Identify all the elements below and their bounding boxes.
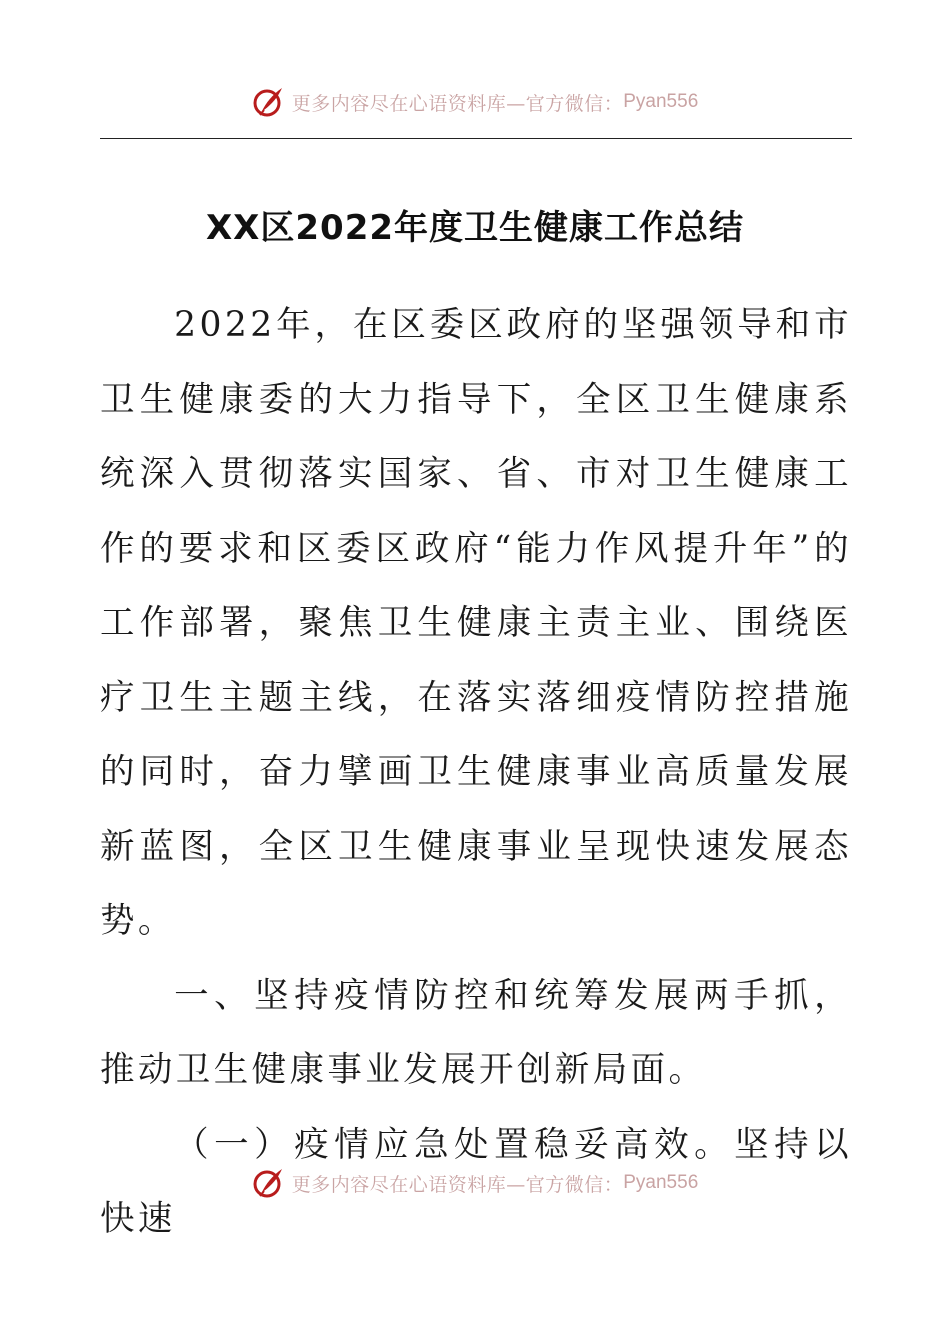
subsection-paragraph: （一）疫情应急处置稳妥高效。坚持以快速: [100, 1124, 852, 1239]
banner-wechat-id: Pyan556: [623, 91, 699, 112]
banner-text: 更多内容尽在心语资料库—官方微信：: [291, 92, 624, 115]
footer-banner: [0, 1163, 950, 1203]
section-heading-paragraph: 一、坚持疫情防控和统筹发展两手抓，推动卫生健康事业发展开创新局面。: [100, 975, 852, 1090]
banner-text: 更多内容尽在心语资料库—官方微信：: [291, 1173, 624, 1196]
document-title: XX区2022年度卫生健康工作总结: [205, 208, 745, 248]
body-paragraph: 2022年，在区委区政府的坚强领导和市卫生健康委的大力指导下，全区卫生健康系统深入贯彻落实国家、省、市对卫生健康工作的要求和区委区政府“能力作风提升年”的工作部署，聚焦卫生健康主责主业、围绕医疗卫生主题主线，在落实落细疫情防控措施的同时，奋力擘画卫生健康事业高质量发展新蓝图，全区卫生健康事业呈现快速发展态势。: [100, 305, 852, 941]
header-divider: [100, 138, 852, 139]
quill-pen-logo-icon: [252, 85, 286, 119]
quill-pen-logo-icon: [252, 1166, 286, 1200]
header-banner: [0, 82, 950, 122]
document-body: [100, 288, 852, 1257]
banner-wechat-id: Pyan556: [623, 1172, 699, 1193]
